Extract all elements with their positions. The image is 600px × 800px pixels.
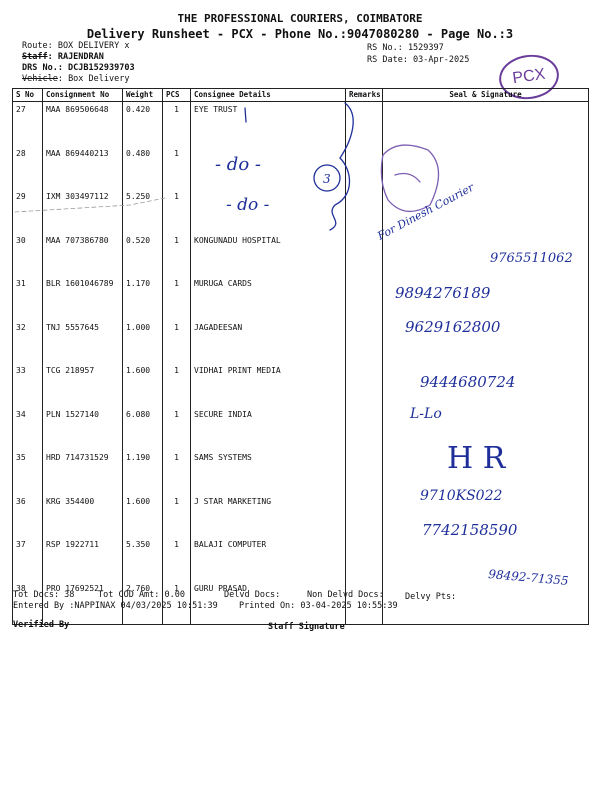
cell-pcs: 1 — [163, 189, 191, 233]
cell-consignment: MAA 869506648 — [43, 102, 123, 146]
hw-phone-7: 98492-71355 — [487, 567, 570, 588]
runsheet-title: Delivery Runsheet - PCX - Phone No.:9047080280 - Page No.:3 — [86, 27, 514, 41]
staff-signature: Staff Signature — [268, 622, 345, 632]
cell-consignee: VIDHAI PRINT MEDIA — [191, 363, 346, 407]
vehicle-line — [22, 74, 129, 84]
cell-consignment: PRO 17692521 — [43, 581, 123, 625]
table-row — [13, 146, 589, 190]
hw-phone-3: 9629162800 — [405, 318, 501, 336]
table-row — [13, 320, 589, 364]
delvy-pts: Delvy Pts: — [405, 592, 457, 602]
cell-pcs: 1 — [163, 276, 191, 320]
cell-seal — [383, 450, 589, 494]
cell-remarks — [346, 407, 383, 451]
pcx-stamp: PCX — [496, 51, 562, 103]
table-row — [13, 189, 589, 233]
cell-consignee: GURU PRASAD — [191, 581, 346, 625]
cell-seal — [383, 189, 589, 233]
cell-remarks — [346, 146, 383, 190]
cell-consignee: JAGADEESAN — [191, 320, 346, 364]
cell-weight: 2.760 — [123, 581, 163, 625]
table-row — [13, 233, 589, 277]
rs-number: RS No.: 1529397 — [367, 43, 444, 53]
hw-phone-2: 9894276189 — [395, 284, 491, 302]
cell-sno: 36 — [13, 494, 43, 538]
cell-weight: 1.000 — [123, 320, 163, 364]
cell-sno: 28 — [13, 146, 43, 190]
cell-remarks — [346, 189, 383, 233]
cell-seal — [383, 102, 589, 146]
cell-sno: 37 — [13, 537, 43, 581]
table-row — [13, 494, 589, 538]
delvd-docs: Delvd Docs: — [224, 590, 281, 600]
vehicle-value: : Box Delivery — [57, 74, 130, 84]
cell-pcs: 1 — [163, 146, 191, 190]
cell-pcs: 1 — [163, 363, 191, 407]
cell-consignee: SAMS SYSTEMS — [191, 450, 346, 494]
tot-docs: Tot Docs: 38 — [13, 590, 75, 600]
table-row — [13, 537, 589, 581]
cell-consignee: J STAR MARKETING — [191, 494, 346, 538]
company-name: THE PROFESSIONAL COURIERS, COIMBATORE — [177, 12, 423, 25]
cell-remarks — [346, 363, 383, 407]
table-row — [13, 450, 589, 494]
vehicle-label: Vehicle — [22, 74, 58, 84]
cell-pcs: 1 — [163, 581, 191, 625]
cell-remarks — [346, 450, 383, 494]
col-consignment: Consignment No — [43, 89, 123, 102]
cell-pcs: 1 — [163, 494, 191, 538]
cell-weight: 6.080 — [123, 407, 163, 451]
cell-consignee: KONGUNADU HOSPITAL — [191, 233, 346, 277]
cell-weight: 1.170 — [123, 276, 163, 320]
cell-consignment: HRD 714731529 — [43, 450, 123, 494]
cell-consignee: SECURE INDIA — [191, 407, 346, 451]
verified-by: Verified By — [13, 620, 70, 630]
hw-ditto-1: - do - — [215, 154, 261, 175]
cell-pcs: 1 — [163, 407, 191, 451]
hw-phone-5: 9710KS022 — [420, 488, 503, 504]
cell-remarks — [346, 102, 383, 146]
table-row — [13, 407, 589, 451]
cell-consignment: IXM 303497112 — [43, 189, 123, 233]
printed-on: Printed On: 03-04-2025 10:55:39 — [239, 601, 398, 611]
hw-hr: H R — [447, 441, 506, 476]
cell-consignee: EYE TRUST — [191, 102, 346, 146]
non-delvd-docs: Non Delvd Docs: — [307, 590, 384, 600]
hw-phone-4: 9444680724 — [420, 373, 516, 391]
cell-seal — [383, 494, 589, 538]
cell-sno: 27 — [13, 102, 43, 146]
route: Route: BOX DELIVERY x — [22, 41, 130, 51]
table-row — [13, 363, 589, 407]
cell-consignee — [191, 189, 346, 233]
col-sno: S No — [13, 89, 43, 102]
hw-for-note: For Dinesh Courier — [375, 180, 477, 243]
table-row — [13, 276, 589, 320]
hw-phone-1: 9765511062 — [490, 251, 573, 266]
staff-label: Staff — [22, 52, 48, 62]
cell-pcs: 1 — [163, 233, 191, 277]
cell-consignment: MAA 707386780 — [43, 233, 123, 277]
hw-ditto-2: - do - — [226, 195, 270, 215]
cell-seal — [383, 233, 589, 277]
cell-sno: 31 — [13, 276, 43, 320]
cell-seal — [383, 146, 589, 190]
cell-pcs: 1 — [163, 537, 191, 581]
cell-seal — [383, 363, 589, 407]
cell-sno: 38 — [13, 581, 43, 625]
staff-line — [22, 52, 104, 62]
cell-consignee: BALAJI COMPUTER — [191, 537, 346, 581]
col-remarks: Remarks — [346, 89, 383, 102]
cell-seal — [383, 320, 589, 364]
cell-sno: 33 — [13, 363, 43, 407]
cell-pcs: 1 — [163, 320, 191, 364]
cell-weight: 1.600 — [123, 494, 163, 538]
cell-seal — [383, 407, 589, 451]
cell-consignee: MURUGA CARDS — [191, 276, 346, 320]
cell-pcs: 1 — [163, 102, 191, 146]
cell-consignment: MAA 869440213 — [43, 146, 123, 190]
rs-date: RS Date: 03-Apr-2025 — [367, 55, 470, 65]
hw-circled-number: 3 — [323, 172, 331, 186]
table-header — [13, 89, 589, 102]
cell-consignment: BLR 1601046789 — [43, 276, 123, 320]
drs-number: DRS No.: DCJB152939703 — [22, 63, 135, 73]
col-pcs: PCS — [163, 89, 191, 102]
cell-consignment: TNJ 5557645 — [43, 320, 123, 364]
cell-remarks — [346, 233, 383, 277]
cell-consignment: KRG 354400 — [43, 494, 123, 538]
cell-weight: 5.350 — [123, 537, 163, 581]
cell-pcs: 1 — [163, 450, 191, 494]
cell-remarks — [346, 276, 383, 320]
col-consignee: Consignee Details — [191, 89, 346, 102]
cell-consignment: TCG 218957 — [43, 363, 123, 407]
cell-seal — [383, 581, 589, 625]
staff-value: : RAJENDRAN — [47, 52, 104, 62]
cell-seal — [383, 276, 589, 320]
cell-sno: 29 — [13, 189, 43, 233]
cell-consignment: RSP 1922711 — [43, 537, 123, 581]
cell-weight: 1.190 — [123, 450, 163, 494]
cell-weight: 0.480 — [123, 146, 163, 190]
table-row — [13, 102, 589, 146]
col-weight: Weight — [123, 89, 163, 102]
entered-by: Entered By :NAPPINAX 04/03/2025 10:51:39 — [13, 601, 218, 611]
cell-consignment: PLN 1527140 — [43, 407, 123, 451]
cell-seal — [383, 537, 589, 581]
tot-cod: Tot COD Amt: 0.00 — [98, 590, 185, 600]
col-seal: Seal & Signature — [383, 89, 589, 102]
runsheet-table — [12, 88, 589, 625]
cell-weight: 0.520 — [123, 233, 163, 277]
cell-sno: 35 — [13, 450, 43, 494]
cell-weight: 0.420 — [123, 102, 163, 146]
cell-sno: 34 — [13, 407, 43, 451]
hw-phone-6: 7742158590 — [422, 521, 518, 539]
cell-sno: 32 — [13, 320, 43, 364]
hw-initials: L-Lo — [410, 406, 442, 422]
cell-consignee — [191, 146, 346, 190]
cell-remarks — [346, 537, 383, 581]
cell-weight: 1.600 — [123, 363, 163, 407]
cell-weight: 5.250 — [123, 189, 163, 233]
cell-sno: 30 — [13, 233, 43, 277]
cell-remarks — [346, 494, 383, 538]
cell-remarks — [346, 320, 383, 364]
